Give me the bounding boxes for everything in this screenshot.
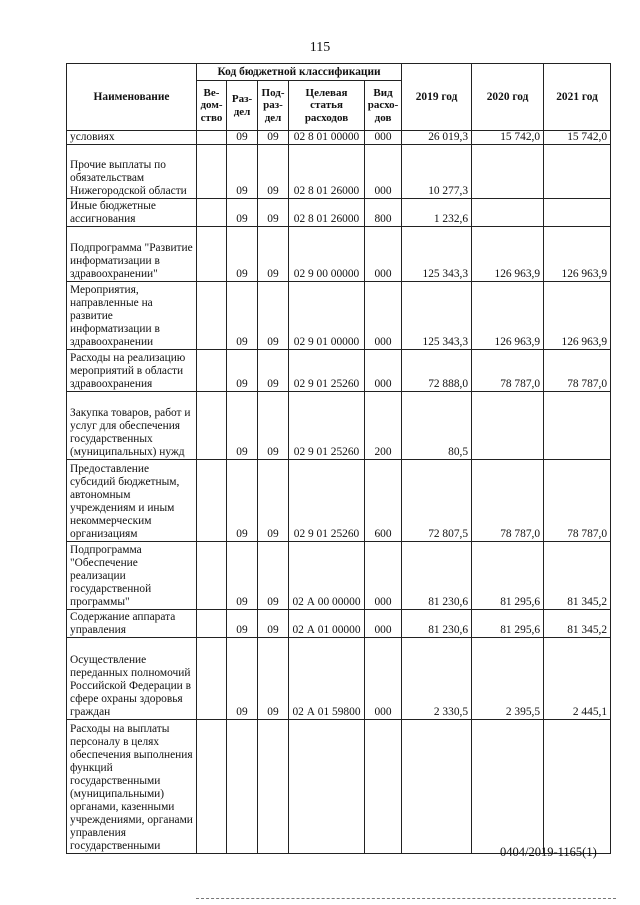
row-value-2020: 78 787,0 bbox=[472, 460, 544, 542]
row-name: Предоставление субсидий бюджетным, автономным учреждениям и иным некоммерческим организациям bbox=[67, 460, 197, 542]
row-value-2020: 81 295,6 bbox=[472, 542, 544, 610]
row-value-2020 bbox=[472, 199, 544, 227]
row-ved bbox=[197, 542, 227, 610]
row-value-2019: 72 807,5 bbox=[402, 460, 472, 542]
row-ved bbox=[197, 638, 227, 720]
row-value-2021 bbox=[544, 145, 611, 199]
row-expense-type: 000 bbox=[365, 227, 402, 282]
row-target-article: 02 8 01 26000 bbox=[289, 199, 365, 227]
row-value-2019: 2 330,5 bbox=[402, 638, 472, 720]
row-expense-type: 000 bbox=[365, 350, 402, 392]
row-podrazdel: 09 bbox=[258, 460, 289, 542]
row-expense-type: 200 bbox=[365, 392, 402, 460]
row-ved bbox=[197, 131, 227, 145]
table-row bbox=[67, 392, 611, 460]
row-target-article: 02 9 01 00000 bbox=[289, 282, 365, 350]
row-podrazdel: 09 bbox=[258, 350, 289, 392]
table-row bbox=[67, 145, 611, 199]
row-razdel: 09 bbox=[227, 145, 258, 199]
row-razdel: 09 bbox=[227, 542, 258, 610]
row-value-2019: 26 019,3 bbox=[402, 131, 472, 145]
row-expense-type: 000 bbox=[365, 542, 402, 610]
row-target-article: 02 9 00 00000 bbox=[289, 227, 365, 282]
row-expense-type: 000 bbox=[365, 610, 402, 638]
column-header-razdel: Раз- дел bbox=[227, 81, 258, 131]
row-value-2020 bbox=[472, 392, 544, 460]
row-value-2020: 81 295,6 bbox=[472, 610, 544, 638]
row-podrazdel: 09 bbox=[258, 227, 289, 282]
row-podrazdel: 09 bbox=[258, 638, 289, 720]
row-value-2019: 72 888,0 bbox=[402, 350, 472, 392]
row-ved bbox=[197, 282, 227, 350]
column-header-2019: 2019 год bbox=[402, 64, 472, 131]
row-podrazdel: 09 bbox=[258, 282, 289, 350]
table-body bbox=[67, 131, 611, 854]
row-target-article bbox=[289, 720, 365, 854]
row-target-article: 02 9 01 25260 bbox=[289, 350, 365, 392]
table-row bbox=[67, 610, 611, 638]
row-name: Закупка товаров, работ и услуг для обеспечения государственных (муниципальных) нужд bbox=[67, 392, 197, 460]
row-ved bbox=[197, 145, 227, 199]
row-name: Иные бюджетные ассигнования bbox=[67, 199, 197, 227]
row-razdel: 09 bbox=[227, 282, 258, 350]
budget-table bbox=[66, 63, 611, 854]
row-expense-type: 600 bbox=[365, 460, 402, 542]
row-name: Прочие выплаты по обязательствам Нижегородской области bbox=[67, 145, 197, 199]
row-expense-type: 000 bbox=[365, 145, 402, 199]
row-podrazdel bbox=[258, 720, 289, 854]
row-ved bbox=[197, 350, 227, 392]
row-razdel: 09 bbox=[227, 227, 258, 282]
row-name: Подпрограмма "Обеспечение реализации государственной программы" bbox=[67, 542, 197, 610]
row-razdel: 09 bbox=[227, 131, 258, 145]
row-name: условиях bbox=[67, 131, 197, 145]
table-row bbox=[67, 199, 611, 227]
column-header-2021: 2021 год bbox=[544, 64, 611, 131]
row-value-2019 bbox=[402, 720, 472, 854]
row-value-2021: 81 345,2 bbox=[544, 610, 611, 638]
row-value-2020: 15 742,0 bbox=[472, 131, 544, 145]
column-header-podrazdel: Под- раз- дел bbox=[258, 81, 289, 131]
row-target-article: 02 9 01 25260 bbox=[289, 392, 365, 460]
row-ved bbox=[197, 227, 227, 282]
row-razdel bbox=[227, 720, 258, 854]
row-value-2021 bbox=[544, 720, 611, 854]
row-ved bbox=[197, 720, 227, 854]
row-target-article: 02 А 01 59800 bbox=[289, 638, 365, 720]
row-ved bbox=[197, 460, 227, 542]
table-row bbox=[67, 131, 611, 145]
row-value-2019: 81 230,6 bbox=[402, 542, 472, 610]
column-header-name: Наименование bbox=[67, 64, 197, 131]
row-value-2019: 81 230,6 bbox=[402, 610, 472, 638]
row-target-article: 02 А 00 00000 bbox=[289, 542, 365, 610]
row-razdel: 09 bbox=[227, 610, 258, 638]
table-header bbox=[67, 64, 611, 131]
row-name: Расходы на реализацию мероприятий в области здравоохранения bbox=[67, 350, 197, 392]
row-value-2020 bbox=[472, 145, 544, 199]
row-value-2021: 126 963,9 bbox=[544, 282, 611, 350]
row-value-2019: 10 277,3 bbox=[402, 145, 472, 199]
column-header-expense-type: Вид расхо- дов bbox=[365, 81, 402, 131]
column-header-2020: 2020 год bbox=[472, 64, 544, 131]
row-value-2021: 78 787,0 bbox=[544, 460, 611, 542]
row-name: Мероприятия, направленные на развитие информатизации в здравоохранении bbox=[67, 282, 197, 350]
row-target-article: 02 8 01 26000 bbox=[289, 145, 365, 199]
row-value-2019: 125 343,3 bbox=[402, 227, 472, 282]
table-row bbox=[67, 638, 611, 720]
footer-rule bbox=[196, 898, 616, 899]
row-razdel: 09 bbox=[227, 199, 258, 227]
row-name: Расходы на выплаты персоналу в целях обеспечения выполнения функций государственными (муниципальными) органами, казенными учреждениями, органами управления государственными bbox=[67, 720, 197, 854]
row-value-2021: 126 963,9 bbox=[544, 227, 611, 282]
row-ved bbox=[197, 199, 227, 227]
page-number: 115 bbox=[309, 40, 331, 55]
table-row bbox=[67, 227, 611, 282]
row-podrazdel: 09 bbox=[258, 610, 289, 638]
row-value-2020: 126 963,9 bbox=[472, 227, 544, 282]
row-expense-type: 800 bbox=[365, 199, 402, 227]
row-value-2019: 1 232,6 bbox=[402, 199, 472, 227]
row-podrazdel: 09 bbox=[258, 131, 289, 145]
row-razdel: 09 bbox=[227, 460, 258, 542]
row-value-2019: 80,5 bbox=[402, 392, 472, 460]
row-name: Осуществление переданных полномочий Российской Федерации в сфере охраны здоровья граждан bbox=[67, 638, 197, 720]
row-ved bbox=[197, 610, 227, 638]
table-row bbox=[67, 460, 611, 542]
row-razdel: 09 bbox=[227, 638, 258, 720]
row-expense-type bbox=[365, 720, 402, 854]
table-row bbox=[67, 720, 611, 854]
row-value-2021 bbox=[544, 199, 611, 227]
column-header-ved: Ве- дом- ство bbox=[197, 81, 227, 131]
row-razdel: 09 bbox=[227, 350, 258, 392]
table-row bbox=[67, 542, 611, 610]
column-group-budget-code: Код бюджетной классификации bbox=[197, 64, 402, 81]
row-expense-type: 000 bbox=[365, 282, 402, 350]
row-name: Подпрограмма "Развитие информатизации в здравоохранении" bbox=[67, 227, 197, 282]
row-expense-type: 000 bbox=[365, 638, 402, 720]
row-target-article: 02 9 01 25260 bbox=[289, 460, 365, 542]
row-value-2021: 81 345,2 bbox=[544, 542, 611, 610]
row-target-article: 02 8 01 00000 bbox=[289, 131, 365, 145]
row-value-2020: 126 963,9 bbox=[472, 282, 544, 350]
row-podrazdel: 09 bbox=[258, 392, 289, 460]
row-value-2020: 2 395,5 bbox=[472, 638, 544, 720]
row-name: Содержание аппарата управления bbox=[67, 610, 197, 638]
row-target-article: 02 А 01 00000 bbox=[289, 610, 365, 638]
row-podrazdel: 09 bbox=[258, 199, 289, 227]
row-value-2020 bbox=[472, 720, 544, 854]
row-podrazdel: 09 bbox=[258, 542, 289, 610]
row-ved bbox=[197, 392, 227, 460]
row-expense-type: 000 bbox=[365, 131, 402, 145]
row-value-2021 bbox=[544, 392, 611, 460]
row-value-2021: 78 787,0 bbox=[544, 350, 611, 392]
column-header-target-article: Целевая статья расходов bbox=[289, 81, 365, 131]
document-code: 0404/2019-1165(1) bbox=[500, 845, 597, 859]
row-value-2019: 125 343,3 bbox=[402, 282, 472, 350]
table-row bbox=[67, 350, 611, 392]
table-row bbox=[67, 282, 611, 350]
row-value-2021: 2 445,1 bbox=[544, 638, 611, 720]
row-value-2021: 15 742,0 bbox=[544, 131, 611, 145]
row-podrazdel: 09 bbox=[258, 145, 289, 199]
row-value-2020: 78 787,0 bbox=[472, 350, 544, 392]
row-razdel: 09 bbox=[227, 392, 258, 460]
